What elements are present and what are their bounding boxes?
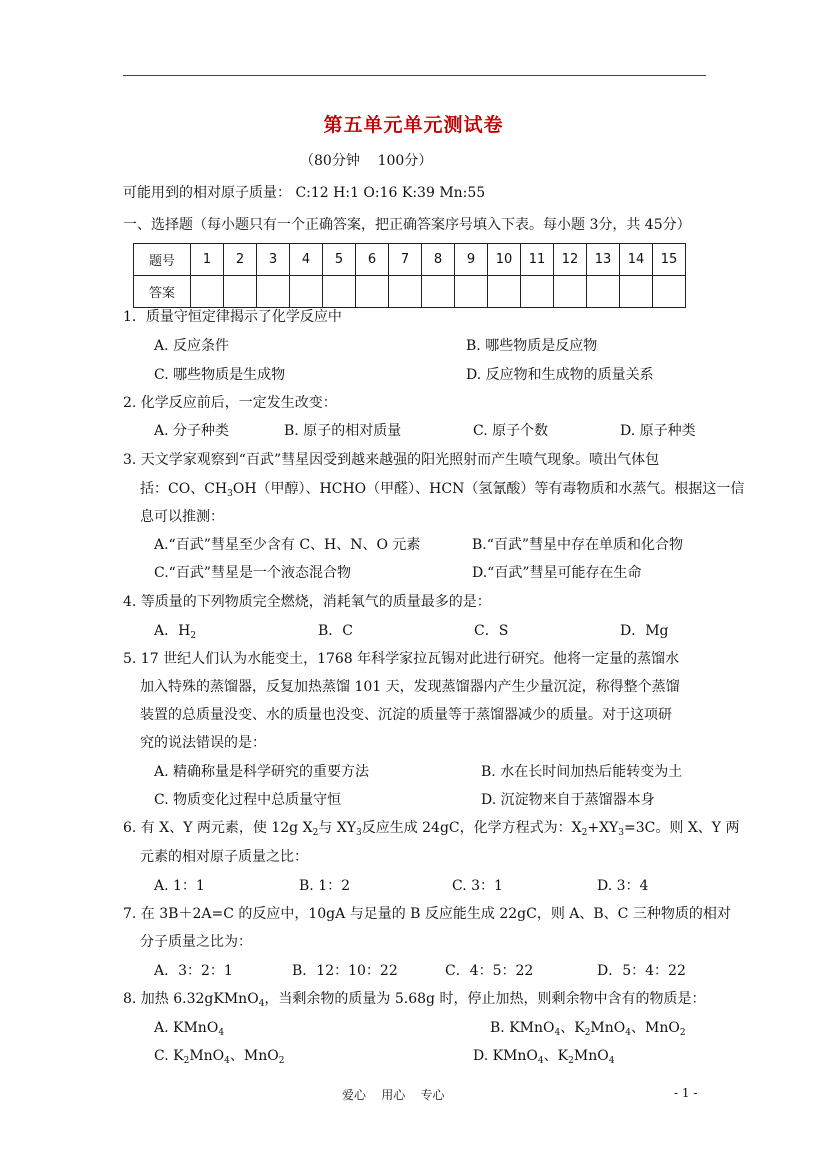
question-2-stem: 2. 化学反应前后，一定发生改变： xyxy=(123,395,337,411)
question-6-stem-line-1: 6. 有 X、Y 两元素，使 12g $X_2$与 $XY_3$反应生成 24gC，化学方程式为：$X_2+XY_3=3C$。则 X、Y 两 xyxy=(123,820,740,838)
table-cell: 10 xyxy=(488,244,521,276)
question-4-option-c: C．S xyxy=(474,623,509,639)
answer-cell xyxy=(620,276,653,308)
answer-cell xyxy=(389,276,422,308)
answer-cell xyxy=(191,276,224,308)
question-6-stem-line-2: 元素的相对原子质量之比： xyxy=(140,849,308,865)
table-cell: 4 xyxy=(290,244,323,276)
answer-cell xyxy=(422,276,455,308)
answer-cell xyxy=(653,276,686,308)
question-3-stem-line-2: 括：CO、$CH_3OH$（甲醇）、HCHO（甲醛）、HCN（氢氰酸）等有毒物质和水蒸气。根据这一信 xyxy=(140,481,745,499)
table-row xyxy=(134,276,686,308)
question-7-option-a: A．3：2：1 xyxy=(154,963,233,979)
question-4-stem: 4. 等质量的下列物质完全燃烧，消耗氧气的质量最多的是： xyxy=(123,594,491,610)
question-8-stem: 8. 加热 6.32gKMnO$_4$，当剩余物的质量为 5.68g 时，停止加热，则剩余物中含有的物质是： xyxy=(123,991,706,1009)
question-6-option-b: B. 1：2 xyxy=(299,878,351,894)
footer-motto: 爱心 用心 专心 xyxy=(342,1088,445,1102)
question-8-option-c: C. $K_2MnO_4$、MnO$_2$ xyxy=(154,1048,285,1066)
table-cell: 1 xyxy=(191,244,224,276)
question-7-option-d: D．5：4：22 xyxy=(597,963,686,979)
answer-table xyxy=(133,243,686,308)
table-cell: 2 xyxy=(224,244,257,276)
table-cell: 15 xyxy=(653,244,686,276)
question-6-option-c: C. 3：1 xyxy=(452,878,503,894)
table-cell: 7 xyxy=(389,244,422,276)
exam-duration-score: （80分钟 100分） xyxy=(300,153,433,169)
table-cell: 12 xyxy=(554,244,587,276)
question-1-option-c: C. 哪些物质是生成物 xyxy=(154,367,286,383)
question-7-option-c: C．4：5：22 xyxy=(445,963,534,979)
question-7-stem-line-1: 7. 在 3B＋2A=C 的反应中，10gA 与足量的 B 反应能生成 22gC，则 A、B、C 三种物质的相对 xyxy=(123,906,731,922)
table-header-cell: 答案 xyxy=(134,276,191,308)
question-5-stem-line-4: 究的说法错误的是： xyxy=(140,735,266,751)
answer-cell xyxy=(587,276,620,308)
question-6-option-a: A. 1：1 xyxy=(154,878,205,894)
table-cell: 6 xyxy=(356,244,389,276)
table-cell: 13 xyxy=(587,244,620,276)
question-5-option-b: B. 水在长时间加热后能转变为土 xyxy=(481,764,683,780)
table-row xyxy=(134,244,686,276)
question-2-option-a: A. 分子种类 xyxy=(154,423,230,439)
question-2-option-b: B. 原子的相对质量 xyxy=(284,423,402,439)
answer-cell xyxy=(224,276,257,308)
table-cell: 3 xyxy=(257,244,290,276)
question-3-option-a: A.“百武”彗星至少含有 C、H、N、O 元素 xyxy=(154,537,421,553)
table-cell: 8 xyxy=(422,244,455,276)
answer-cell xyxy=(290,276,323,308)
question-4-option-d: D．Mg xyxy=(620,623,669,639)
question-5-option-a: A. 精确称量是科学研究的重要方法 xyxy=(154,764,370,780)
question-2-option-c: C. 原子个数 xyxy=(473,423,549,439)
question-3-option-c: C.“百武”彗星是一个液态混合物 xyxy=(154,565,351,581)
question-1-option-d: D. 反应物和生成物的质量关系 xyxy=(466,367,654,383)
question-3-stem-line-3: 息可以推测： xyxy=(140,509,224,525)
answer-cell xyxy=(488,276,521,308)
table-cell: 11 xyxy=(521,244,554,276)
question-5-option-d: D. 沉淀物来自于蒸馏器本身 xyxy=(481,792,655,808)
question-5-stem-line-1: 5. 17 世纪人们认为水能变土，1768 年科学家拉瓦锡对此进行研究。他将一定量的蒸馏水 xyxy=(123,651,680,667)
answer-cell xyxy=(257,276,290,308)
question-5-option-c: C. 物质变化过程中总质量守恒 xyxy=(154,792,342,808)
section-heading: 一、选择题（每小题只有一个正确答案，把正确答案序号填入下表。每小题 3分，共 45分） xyxy=(123,217,691,233)
answer-cell xyxy=(521,276,554,308)
table-cell: 5 xyxy=(323,244,356,276)
question-3-option-b: B.“百武”彗星中存在单质和化合物 xyxy=(472,537,684,553)
question-5-stem-line-3: 装置的总质量没变、水的质量也没变、沉淀的质量等于蒸馏器减少的质量。对于这项研 xyxy=(140,707,672,723)
page-title: 第五单元单元测试卷 xyxy=(323,114,504,136)
answer-cell xyxy=(356,276,389,308)
question-1-option-a: A. 反应条件 xyxy=(154,338,230,354)
question-8-option-a: A. KMnO$_4$ xyxy=(154,1020,225,1038)
question-6-option-d: D. 3：4 xyxy=(597,878,649,894)
question-8-option-b: B. KMnO$_4$、$K_2MnO_4$、MnO$_2$ xyxy=(490,1020,686,1038)
question-7-stem-line-2: 分子质量之比为： xyxy=(140,934,252,950)
question-3-stem-line-1: 3. 天文学家观察到“百武”彗星因受到越来越强的阳光照射而产生喷气现象。喷出气体包 xyxy=(123,452,660,468)
question-8-option-d: D. KMnO$_4$、$K_2MnO_4$ xyxy=(473,1048,615,1066)
question-5-stem-line-2: 加入特殊的蒸馏器，反复加热蒸馏 101 天，发现蒸馏器内产生少量沉淀，称得整个蒸馏 xyxy=(140,679,680,695)
header-rule xyxy=(123,75,706,76)
question-1-option-b: B. 哪些物质是反应物 xyxy=(466,338,598,354)
table-cell: 14 xyxy=(620,244,653,276)
question-7-option-b: B．12：10：22 xyxy=(292,963,398,979)
atomic-masses: 可能用到的相对原子质量： C:12 H:1 O:16 K:39 Mn:55 xyxy=(123,185,486,201)
question-2-option-d: D. 原子种类 xyxy=(620,423,696,439)
table-cell: 9 xyxy=(455,244,488,276)
answer-cell xyxy=(455,276,488,308)
page-number: - 1 - xyxy=(674,1086,698,1100)
answer-cell xyxy=(323,276,356,308)
question-3-option-d: D.“百武”彗星可能存在生命 xyxy=(472,565,642,581)
table-header-cell: 题号 xyxy=(134,244,191,276)
question-4-option-b: B．C xyxy=(318,623,353,639)
question-4-option-a: A．$H_2$ xyxy=(154,623,197,641)
question-1-stem: 1．质量守恒定律揭示了化学反应中 xyxy=(123,309,342,325)
answer-cell xyxy=(554,276,587,308)
